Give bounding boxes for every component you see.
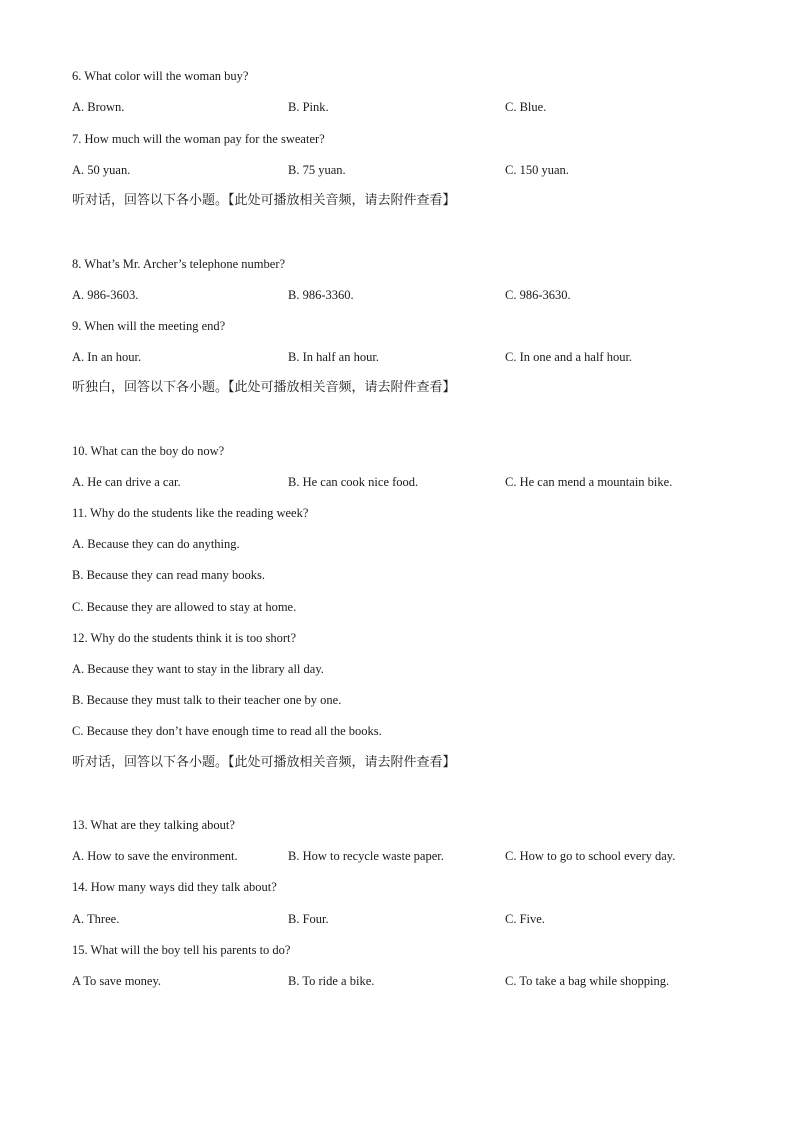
- q11-option-a: A. Because they can do anything.: [72, 537, 240, 551]
- q15-option-a: A To save money.: [72, 974, 162, 988]
- q9-option-a: A. In an hour.: [72, 350, 142, 364]
- q8-option-b: B. 986-3360.: [288, 288, 354, 302]
- question-8: 8. What’s Mr. Archer’s telephone number?: [72, 257, 286, 271]
- q14-option-c: C. Five.: [505, 912, 545, 926]
- question-6: 6. What color will the woman buy?: [72, 69, 249, 83]
- q12-option-a: A. Because they want to stay in the library all day.: [72, 662, 324, 676]
- q13-option-b: B. How to recycle waste paper.: [288, 849, 444, 863]
- question-14: 14. How many ways did they talk about?: [72, 880, 277, 894]
- q7-option-b: B. 75 yuan.: [288, 163, 346, 177]
- q14-option-b: B. Four.: [288, 912, 329, 926]
- q6-option-c: C. Blue.: [505, 100, 547, 114]
- section-instruction-1: 听对话，回答以下各小题。【此处可播放相关音频，请去附件查看】: [72, 193, 456, 208]
- q6-option-a: A. Brown.: [72, 100, 125, 114]
- question-12: 12. Why do the students think it is too short?: [72, 631, 297, 645]
- question-13: 13. What are they talking about?: [72, 818, 235, 832]
- q11-option-c: C. Because they are allowed to stay at home.: [72, 600, 297, 614]
- q10-option-b: B. He can cook nice food.: [288, 475, 419, 489]
- q15-option-c: C. To take a bag while shopping.: [505, 974, 670, 988]
- q10-option-c: C. He can mend a mountain bike.: [505, 475, 673, 489]
- q12-option-c: C. Because they don’t have enough time to read all the books.: [72, 724, 382, 738]
- q12-option-b: B. Because they must talk to their teacher one by one.: [72, 693, 342, 707]
- q10-option-a: A. He can drive a car.: [72, 475, 181, 489]
- q9-option-c: C. In one and a half hour.: [505, 350, 633, 364]
- q8-option-a: A. 986-3603.: [72, 288, 139, 302]
- question-15: 15. What will the boy tell his parents to do?: [72, 943, 291, 957]
- section-instruction-2: 听独白，回答以下各小题。【此处可播放相关音频，请去附件查看】: [72, 380, 456, 395]
- q13-option-a: A. How to save the environment.: [72, 849, 238, 863]
- q6-option-b: B. Pink.: [288, 100, 329, 114]
- question-11: 11. Why do the students like the reading week?: [72, 506, 309, 520]
- q11-option-b: B. Because they can read many books.: [72, 568, 265, 582]
- q15-option-b: B. To ride a bike.: [288, 974, 375, 988]
- q13-option-c: C. How to go to school every day.: [505, 849, 676, 863]
- q14-option-a: A. Three.: [72, 912, 120, 926]
- question-10: 10. What can the boy do now?: [72, 444, 225, 458]
- q7-option-a: A. 50 yuan.: [72, 163, 131, 177]
- q7-option-c: C. 150 yuan.: [505, 163, 569, 177]
- q8-option-c: C. 986-3630.: [505, 288, 571, 302]
- section-instruction-3: 听对话，回答以下各小题。【此处可播放相关音频，请去附件查看】: [72, 755, 456, 770]
- question-7: 7. How much will the woman pay for the sweater?: [72, 132, 325, 146]
- q9-option-b: B. In half an hour.: [288, 350, 379, 364]
- question-9: 9. When will the meeting end?: [72, 319, 226, 333]
